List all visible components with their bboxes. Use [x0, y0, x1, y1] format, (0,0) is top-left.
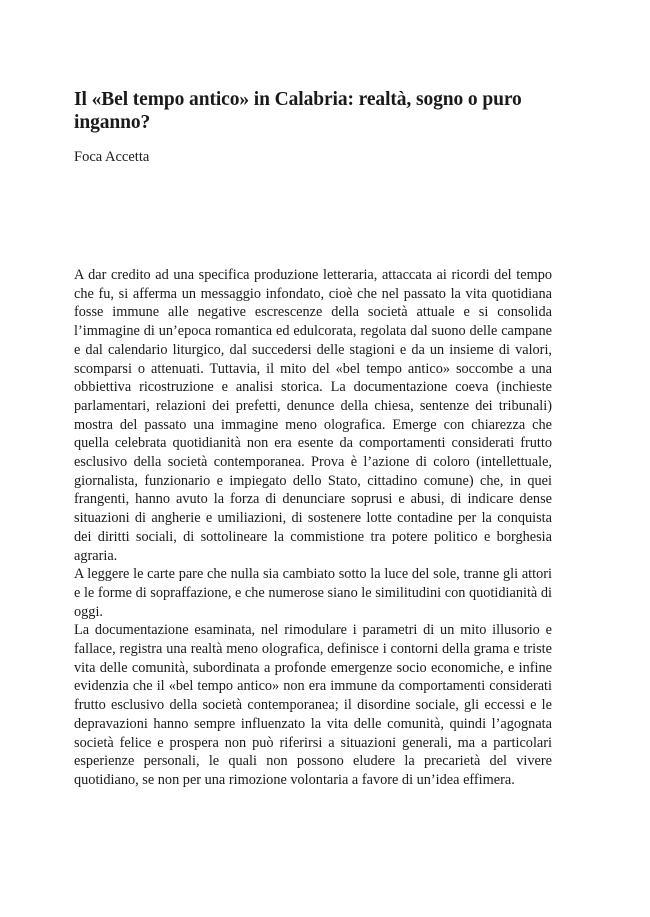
article-title: Il «Bel tempo antico» in Calabria: realtà, sogno o puro inganno? — [74, 89, 522, 133]
body-paragraph-1: A dar credito ad una specifica produzione letteraria, attaccata ai ricordi del tempo che fu, si afferma un messaggio infondato, cioè che nel passato la vita quotidiana fosse immune alle negative escrescenze della società attuale e si consolida l’immagine di un’epoca romantica ed edulcorata, regolata dal suono delle campane e dal calendario liturgico, dal succedersi delle stagioni e da un insieme di valori, scomparsi o attenuati. Tuttavia, il mito del «bel tempo antico» soccombe a una obbiettiva ricostruzione e analisi storica. La documentazione coeva (inchieste parlamentari, relazioni dei prefetti, denunce della chiesa, sentenze dei tribunali) mostra del passato una immagine meno olografica. Emerge con chiarezza che quella celebrata quotidianità non era esente da comportamenti considerati frutto esclusivo della società contemporanea. Prova è l’azione di coloro (intellettuale, giornalista, funzionario e impiegato dello Stato, cittadino comune) che, in quei frangenti, hanno avuto la forza di denunciare soprusi e abusi, di indicare dense situazioni di angherie e umiliazioni, di sostenere lotte contadine per la conquista dei diritti sociali, di sottolineare la commistione tra potere politico e borghesia agraria. — [74, 267, 552, 564]
article-author: Foca Accetta — [74, 149, 150, 165]
body-paragraph-2: A leggere le carte pare che nulla sia cambiato sotto la luce del sole, tranne gli attori e le forme di sopraffazione, e che numerose siano le similitudini con quotidianità di oggi. — [74, 566, 552, 620]
body-paragraph-3: La documentazione esaminata, nel rimodulare i parametri di un mito illusorio e fallace, registra una realtà meno olografica, definisce i contorni della grama e triste vita delle comunità, subordinata a profonde emergenze socio economiche, e infine evidenzia che il «bel tempo antico» non era immune da comportamenti considerati frutto esclusivo della società contemporanea; il disordine sociale, gli eccessi e le depravazioni hanno sempre influenzato la vita delle comunità, quindi l’agognata società felice e prospera non può riferirsi a situazioni generali, ma a particolari esperienze personali, le quali non possono eludere la precarietà del vivere quotidiano, se non per una rimozione volontaria a favore di un’idea effimera. — [74, 622, 552, 788]
article-body — [74, 266, 552, 790]
